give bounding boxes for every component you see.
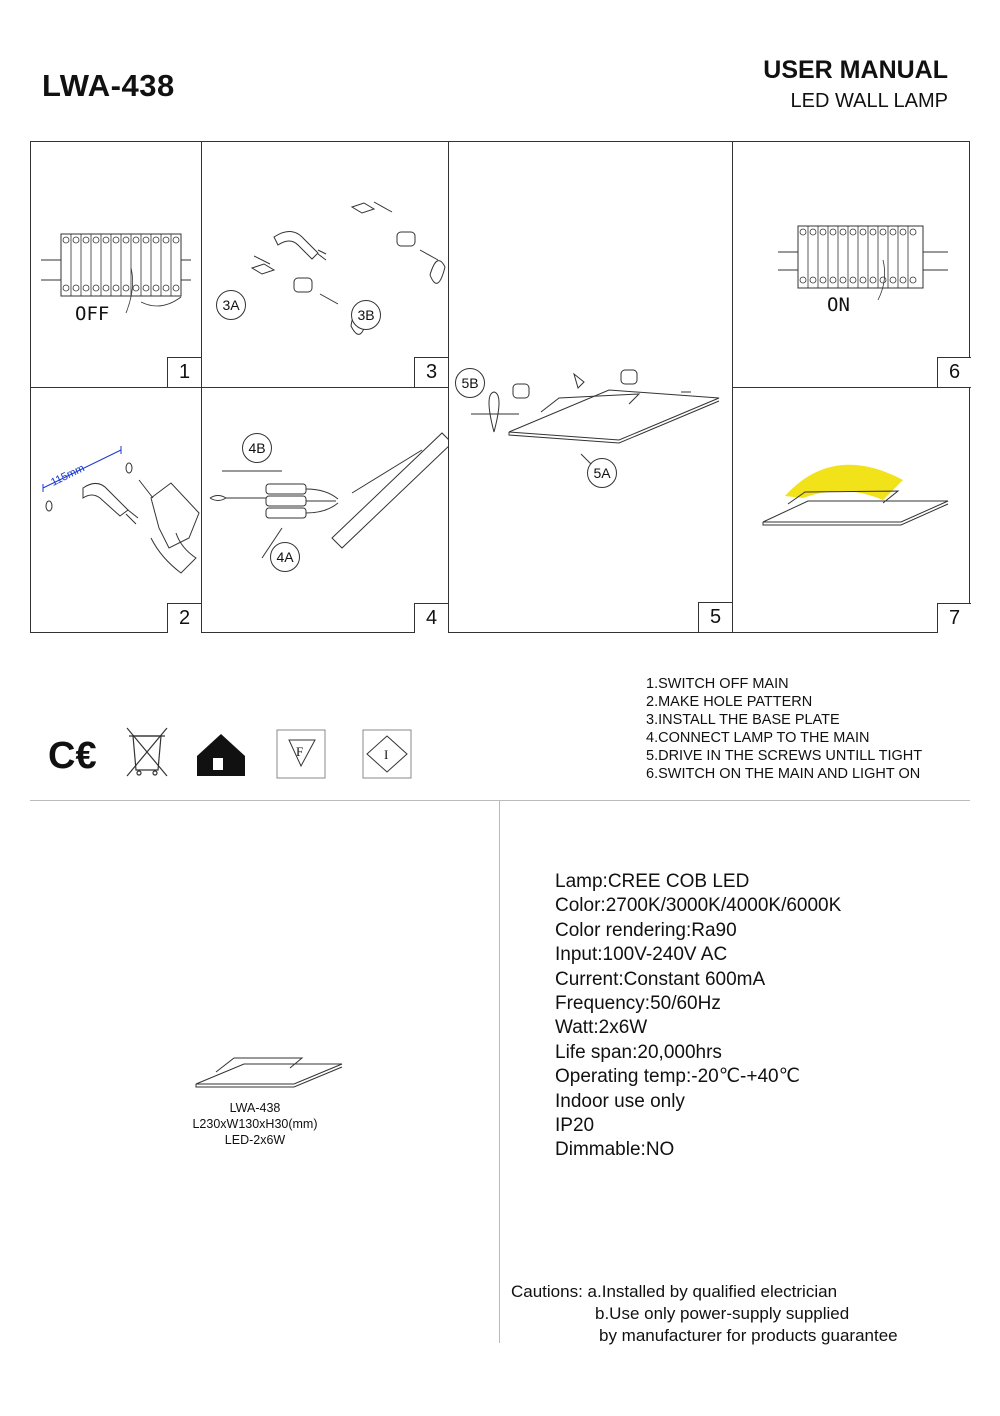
spec-key: Watt: [555, 1017, 594, 1039]
spec-row: [555, 894, 841, 918]
spec-key: IP20: [555, 1115, 595, 1137]
caution-line-3: by manufacturer for products guarantee: [599, 1326, 898, 1345]
spec-row: [555, 992, 841, 1016]
spec-value: NO: [645, 1139, 675, 1161]
spec-row: [555, 943, 841, 967]
installation-steps: [646, 675, 922, 783]
weee-bin-icon: [127, 728, 167, 776]
panel-4: [202, 388, 449, 633]
spec-key: Dimmable: [555, 1139, 641, 1161]
spec-value: 2x6W: [598, 1017, 648, 1039]
spec-key: Indoor use only: [555, 1090, 685, 1112]
spec-row: [555, 1114, 841, 1138]
callout-5b: 5B: [455, 368, 485, 398]
spec-separator: :: [602, 871, 608, 892]
spec-separator: :: [640, 1139, 646, 1161]
panel-number: 2: [167, 603, 201, 633]
panel-number: 4: [414, 603, 448, 633]
panel-number: 5: [698, 602, 732, 632]
product-illustration: [190, 1050, 350, 1095]
spec-separator: :: [632, 1041, 638, 1063]
screw-mount-illustration: [449, 142, 733, 633]
off-label: OFF: [75, 303, 110, 325]
callout-3b: 3B: [351, 300, 381, 330]
step-6: 6.SWITCH ON THE MAIN AND LIGHT ON: [646, 766, 921, 782]
spec-row: [555, 919, 841, 943]
spec-separator: :: [597, 944, 603, 966]
step-2: 2.MAKE HOLE PATTERN: [646, 694, 813, 710]
callout-3a: 3A: [216, 290, 246, 320]
spec-key: Operating temp: [555, 1066, 686, 1088]
class-i-icon: [363, 730, 411, 778]
manual-subtitle: LED WALL LAMP: [790, 90, 948, 112]
spec-value: 2700K/3000K/4000K/6000K: [605, 895, 842, 917]
spec-row: [555, 1041, 841, 1065]
spec-key: Input: [555, 944, 598, 966]
spec-value: 20,000hrs: [637, 1041, 722, 1063]
spec-separator: :: [600, 895, 606, 917]
spec-separator: :: [593, 1017, 599, 1039]
wire-connection-illustration: [202, 388, 449, 633]
certification-icons: [45, 722, 425, 782]
panel-7: [733, 388, 971, 633]
spec-key: Current: [555, 968, 619, 990]
step-4: 4.CONNECT LAMP TO THE MAIN: [646, 730, 870, 746]
spec-separator: :: [644, 993, 651, 1015]
product-dimensions: L230xW130xH30(mm): [192, 1117, 318, 1131]
light-glow: [785, 465, 903, 500]
product-caption: [170, 1100, 340, 1148]
ce-mark-icon: [48, 735, 97, 777]
terminal-block-off-illustration: [31, 142, 202, 388]
cautions: [511, 1281, 898, 1347]
panel-1: [31, 142, 202, 388]
on-label: ON: [827, 294, 850, 316]
panel-number: 7: [937, 603, 971, 633]
spec-separator: :: [685, 1066, 692, 1088]
step-1: 1.SWITCH OFF MAIN: [646, 676, 789, 692]
lamp-lit-illustration: [733, 388, 971, 633]
model-number: LWA-438: [42, 68, 175, 103]
specifications-list: [555, 870, 841, 1163]
spec-separator: :: [618, 968, 624, 990]
spec-row: [555, 870, 841, 894]
manual-title: USER MANUAL: [763, 56, 948, 84]
vertical-divider: [499, 800, 500, 1343]
panel-6: [733, 142, 971, 388]
caution-line-2: b.Use only power-supply supplied: [595, 1304, 850, 1323]
product-led: LED-2x6W: [224, 1133, 286, 1147]
spec-value: 50/60Hz: [650, 993, 721, 1015]
spec-value: -20℃-+40℃: [691, 1066, 800, 1088]
spec-row: [555, 1065, 841, 1089]
drill-hole-illustration: [31, 388, 202, 633]
horizontal-divider: [30, 800, 970, 801]
svg-text:C€: C€: [48, 735, 97, 777]
class-ii-house-icon: [197, 734, 245, 776]
spec-value: Ra90: [691, 919, 737, 941]
panel-number: 3: [414, 357, 448, 387]
panel-number: 6: [937, 357, 971, 387]
step-3: 3.INSTALL THE BASE PLATE: [646, 712, 840, 728]
spec-value: 100V-240V AC: [602, 944, 728, 966]
panel-5: [449, 142, 733, 633]
hole-distance-label: 115mm: [49, 462, 87, 489]
spec-key: Color rendering: [555, 919, 686, 941]
spec-value: Constant 600mA: [623, 968, 766, 990]
step-5: 5.DRIVE IN THE SCREWS UNTILL TIGHT: [646, 748, 923, 764]
callout-5a: 5A: [587, 458, 617, 488]
spec-separator: :: [685, 919, 692, 941]
panel-2: [31, 388, 202, 633]
f-mark-icon: [277, 730, 325, 778]
svg-text:F: F: [296, 744, 304, 759]
callout-4b: 4B: [242, 433, 272, 463]
spec-row: [555, 1138, 841, 1162]
panel-number: 1: [167, 357, 201, 387]
base-plate-install-illustration: [202, 142, 449, 388]
spec-row: [555, 1016, 841, 1040]
spec-value: CREE COB LED: [607, 871, 750, 892]
spec-row: [555, 968, 841, 992]
svg-text:I: I: [384, 747, 389, 762]
callout-4a: 4A: [270, 542, 300, 572]
spec-key: Lamp: [555, 871, 603, 892]
spec-key: Color: [555, 895, 601, 917]
panel-3: [202, 142, 449, 388]
spec-key: Frequency: [555, 993, 645, 1015]
caution-line-1: Cautions: a.Installed by qualified electrician: [511, 1282, 838, 1301]
spec-row: [555, 1090, 841, 1114]
product-model: LWA-438: [229, 1101, 281, 1115]
spec-key: Life span: [555, 1041, 633, 1063]
terminal-block-on-illustration: [733, 142, 971, 388]
installation-diagram-grid: [30, 141, 970, 633]
